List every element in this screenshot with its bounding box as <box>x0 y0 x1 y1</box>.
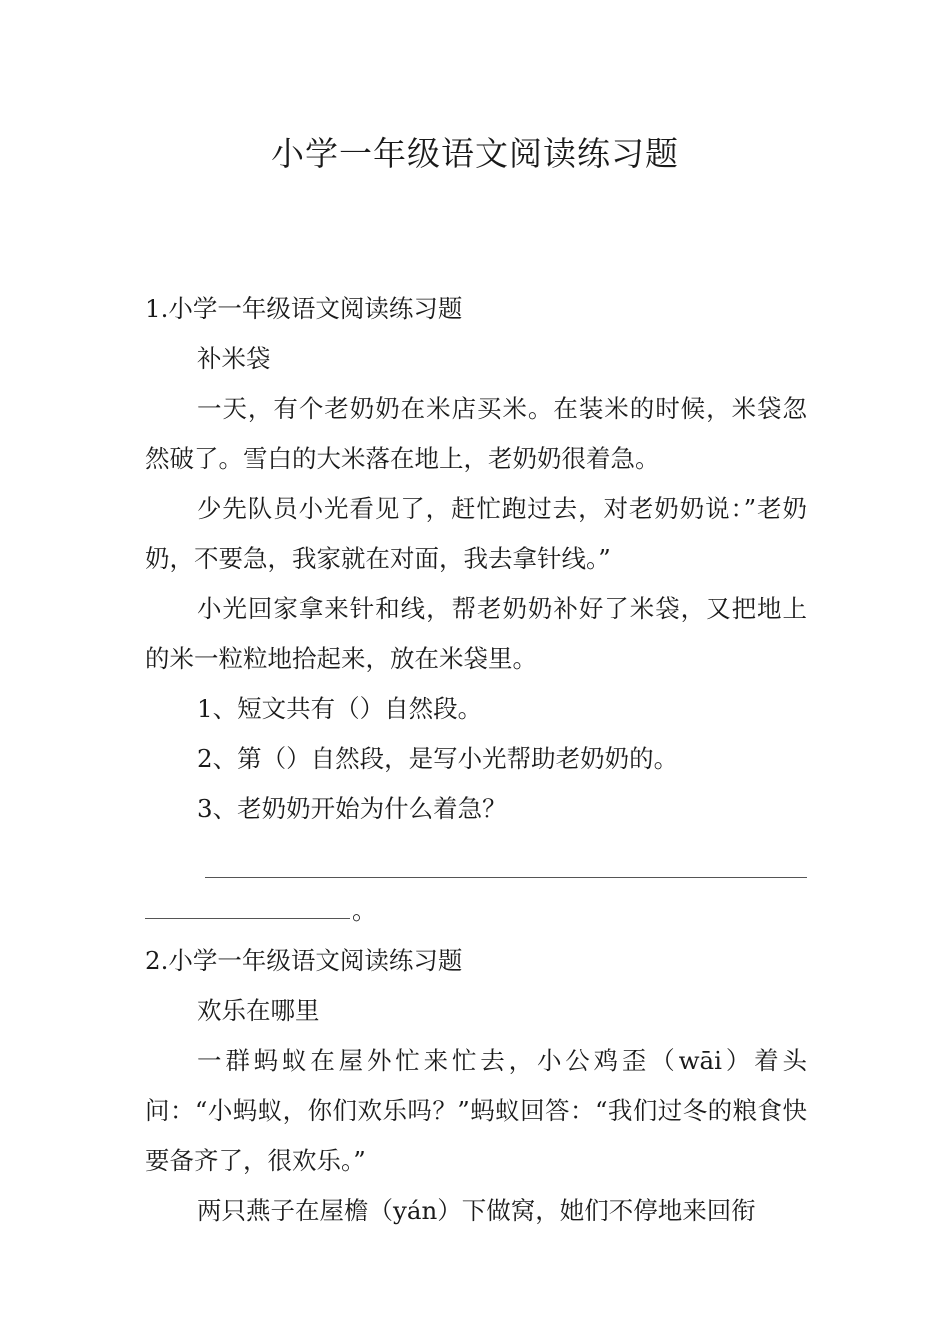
answer-blank <box>145 917 350 919</box>
question: 2、第（）自然段，是写小光帮助老奶奶的。 <box>197 744 679 773</box>
paragraph: 小光回家拿来针和线，帮老奶奶补好了米袋，又把地上的米一粒粒地拾起来，放在米袋里。 <box>145 594 807 673</box>
answer-end-mark: 。 <box>352 896 377 925</box>
answer-blank-line-end <box>145 886 807 936</box>
section-heading: 2.小学一年级语文阅读练习题 <box>145 946 463 975</box>
paragraph: 两只燕子在屋檐（yán）下做窝，她们不停地来回衔 <box>197 1196 756 1225</box>
story-title: 欢乐在哪里 <box>197 996 320 1025</box>
question: 3、老奶奶开始为什么着急？ <box>197 794 507 823</box>
answer-blank-line <box>205 832 807 878</box>
section-heading: 1.小学一年级语文阅读练习题 <box>145 294 463 323</box>
story-title: 补米袋 <box>197 344 271 373</box>
paragraph: 少先队员小光看见了，赶忙跑过去，对老奶奶说：”老奶奶，不要急，我家就在对面，我去拿针线。” <box>145 494 807 573</box>
paragraph: 一群蚂蚁在屋外忙来忙去，小公鸡歪（wāi）着头问：“小蚂蚁，你们欢乐吗？”蚂蚁回答：“我们过冬的粮食快要备齐了，很欢乐。” <box>145 1046 807 1175</box>
page-title: 小学一年级语文阅读练习题 <box>271 134 679 173</box>
paragraph: 一天，有个老奶奶在米店买米。在装米的时候，米袋忽然破了。雪白的大米落在地上，老奶奶很着急。 <box>145 394 807 473</box>
question: 1、短文共有（）自然段。 <box>197 694 483 723</box>
document-body <box>145 284 807 1236</box>
